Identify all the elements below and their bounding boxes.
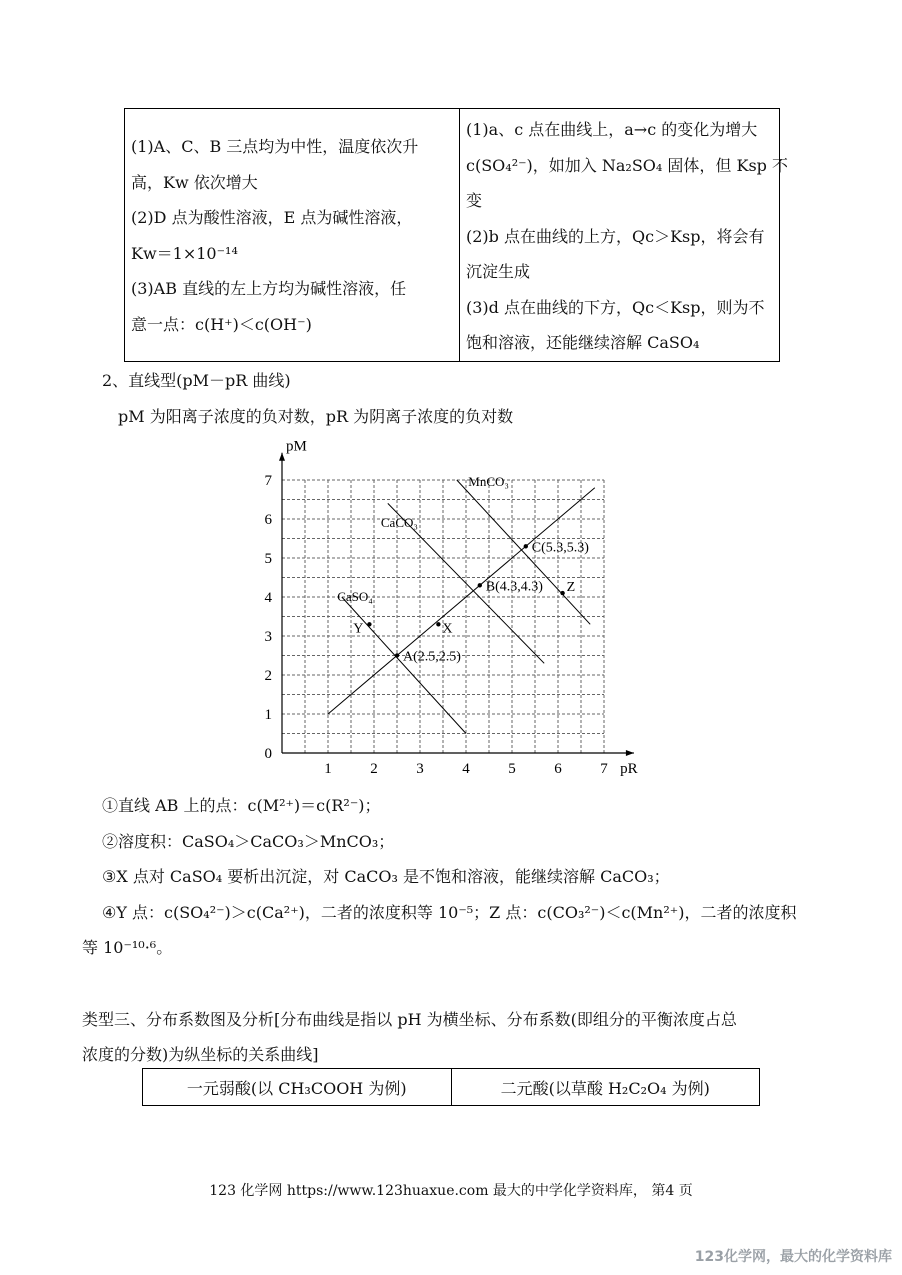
acid-table [142, 1068, 760, 1106]
y-tick-label: 4 [264, 590, 272, 606]
right-line: 变 [466, 191, 483, 210]
series-label: MnCO₃ [468, 473, 509, 489]
x-tick-label: 7 [600, 761, 608, 777]
left-line: 高，Kw 依次增大 [131, 172, 258, 192]
y-tick-label: 2 [264, 668, 272, 684]
data-point [560, 591, 564, 595]
x-tick-label: 3 [416, 761, 424, 777]
y-tick-label: 7 [264, 473, 272, 489]
right-line: (1)a、c 点在曲线上，a→c 的变化为增大 [466, 120, 758, 139]
x-tick-label: 5 [508, 761, 516, 777]
acid-table-header: 二元酸(以草酸 H₂C₂O₄ 为例) [451, 1069, 760, 1106]
point-label: B(4.3,4.3) [485, 579, 543, 595]
y-axis-arrow [279, 453, 285, 461]
x-tick-label: 4 [462, 761, 470, 777]
y-tick-label: 0 [264, 746, 272, 762]
right-line: c(SO₄²⁻)，如加入 Na₂SO₄ 固体，但 Ksp 不 [466, 155, 788, 175]
note-2: ②溶度积：CaSO₄＞CaCO₃＞MnCO₃； [102, 832, 395, 851]
point-label: X [442, 621, 453, 637]
chart-points [353, 540, 589, 664]
section3-line1: 类型三、分布系数图及分析[分布曲线是指以 pH 为横坐标、分布系数(即组分的平衡浓度占总 [82, 1010, 737, 1029]
right-line: 饱和溶液，还能继续溶解 CaSO₄ [466, 333, 700, 352]
data-point [367, 622, 371, 626]
point-label: C(5.3,5.3) [531, 540, 589, 556]
y-tick-label: 5 [264, 551, 272, 567]
watermark: 123化学网，最大的化学资料库 [694, 1249, 892, 1265]
acid-table-header: 一元弱酸(以 CH₃COOH 为例) [143, 1069, 452, 1106]
pm-pr-chart [250, 436, 670, 782]
y-tick-label: 1 [264, 707, 272, 723]
note-3: ③X 点对 CaSO₄ 要析出沉淀，对 CaCO₃ 是不饱和溶液，能继续溶解 CaCO₃； [102, 867, 670, 886]
right-line: 沉淀生成 [466, 262, 531, 281]
point-label: A(2.5,2.5) [403, 649, 461, 665]
right-line: (2)b 点在曲线的上方，Qc＞Ksp，将会有 [466, 226, 765, 246]
series-line [342, 597, 466, 734]
right-cell [460, 109, 788, 362]
left-line: Kw＝1×10⁻¹⁴ [131, 243, 238, 263]
x-tick-label: 6 [554, 761, 562, 777]
page-footer: 123 化学网 https://www.123huaxue.com 最大的中学化学资料库， 第4 页 [209, 1183, 693, 1199]
y-tick-label: 3 [264, 629, 272, 645]
x-tick-label: 1 [324, 761, 332, 777]
data-point [524, 544, 528, 548]
left-line: (3)AB 直线的左上方均为碱性溶液，任 [131, 279, 407, 298]
x-tick-label: 2 [370, 761, 378, 777]
data-point [395, 653, 399, 657]
point-label: Z [566, 580, 576, 596]
comparison-table [124, 108, 788, 362]
note-5: 等 10⁻¹⁰·⁶。 [82, 938, 173, 957]
y-tick-label: 6 [264, 512, 272, 528]
point-label: Y [353, 621, 364, 637]
section2-desc: pM 为阳离子浓度的负对数，pR 为阴离子浓度的负对数 [118, 407, 514, 426]
note-1: ①直线 AB 上的点：c(M²⁺)＝c(R²⁻)； [102, 796, 381, 815]
section2-heading: 2、直线型(pM－pR 曲线) [102, 371, 291, 390]
series-label: CaCO₃ [380, 514, 418, 530]
right-line: (3)d 点在曲线的下方，Qc＜Ksp，则为不 [466, 297, 765, 317]
y-axis-label: pM [286, 438, 307, 455]
series-label: CaSO₄ [337, 588, 373, 604]
x-axis-label: pR [620, 761, 638, 777]
left-line: (1)A、C、B 三点均为中性，温度依次升 [131, 137, 419, 156]
left-cell [125, 109, 460, 362]
section3-line2: 浓度的分数)为纵坐标的关系曲线] [82, 1045, 319, 1064]
left-line: 意一点：c(H⁺)＜c(OH⁻) [131, 314, 312, 334]
note-4: ④Y 点：c(SO₄²⁻)＞c(Ca²⁺)，二者的浓度积等 10⁻⁵；Z 点：c(CO₃²⁻)＜c(Mn²⁺)，二者的浓度积 [102, 903, 797, 922]
data-point [436, 622, 440, 626]
x-axis-arrow [626, 750, 634, 756]
data-point [478, 583, 482, 587]
left-line: (2)D 点为酸性溶液，E 点为碱性溶液， [131, 208, 413, 227]
